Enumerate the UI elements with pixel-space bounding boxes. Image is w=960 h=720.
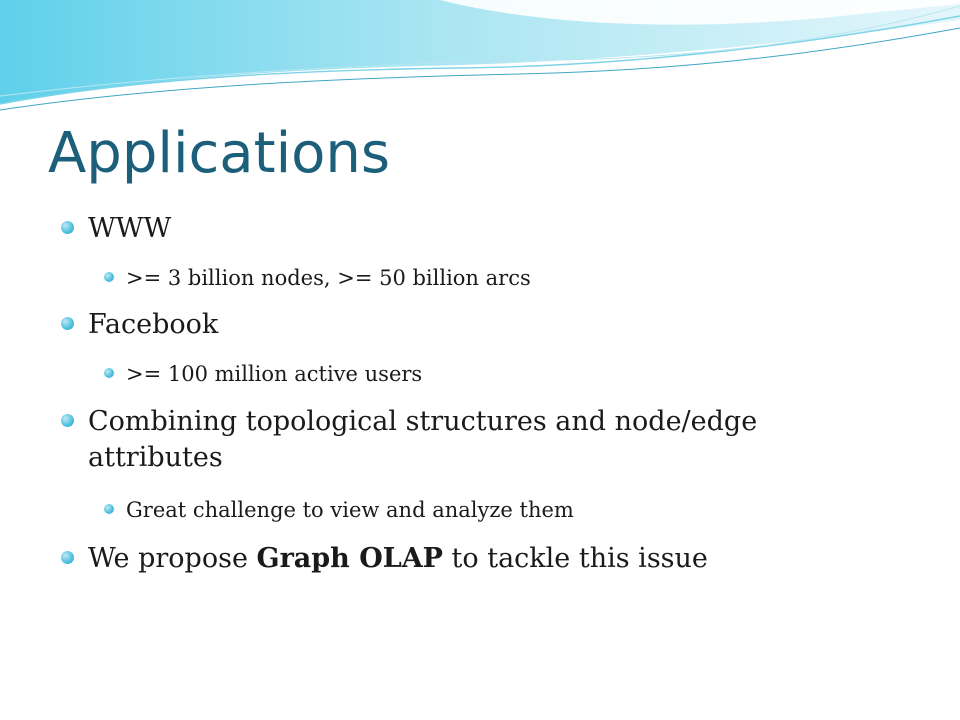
sub-bullet-challenge [126,496,574,524]
bullet-dot-icon [61,551,74,564]
bullet-graph-olap [88,541,708,577]
bullet-text-before: We propose [88,543,257,574]
bullet-text: >= 100 million active users [126,362,423,386]
graph-olap-emphasis: Graph OLAP [256,543,443,574]
slide-title: Applications [48,121,391,186]
bullet-dot-icon [61,414,74,427]
sub-bullet-www-size [126,264,531,292]
sub-bullet-dot-icon [104,368,114,378]
bullet-text-line1: Combining topological structures and node/edge [88,406,758,437]
header-wave-decoration [0,0,960,120]
sub-bullet-dot-icon [104,272,114,282]
bullet-text: WWW [88,213,172,244]
bullet-text-line2: attributes [88,442,223,473]
sub-bullet-dot-icon [104,504,114,514]
bullet-www [88,211,171,247]
bullet-text: Great challenge to view and analyze them [126,498,574,522]
bullet-dot-icon [61,317,74,330]
bullet-text: Facebook [88,309,219,340]
sub-bullet-facebook-users [126,360,422,388]
bullet-text-after: to tackle this issue [442,543,708,574]
bullet-text: >= 3 billion nodes, >= 50 billion arcs [126,266,531,290]
bullet-combining-structures [88,404,757,476]
bullet-dot-icon [61,221,74,234]
bullet-facebook [88,307,218,343]
